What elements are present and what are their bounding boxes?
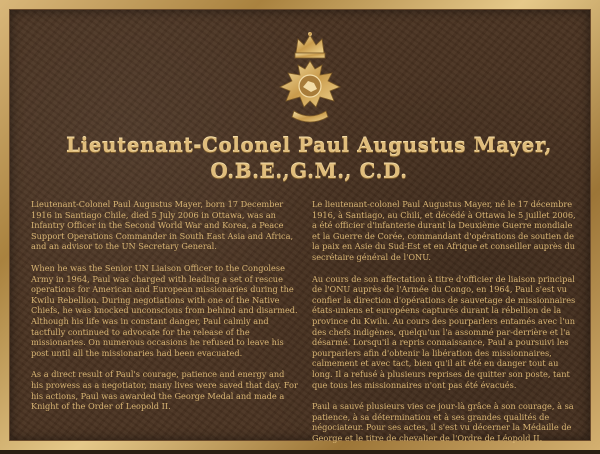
french-text-column bbox=[312, 199, 580, 454]
plaque-title-line1: Lieutenant-Colonel Paul Augustus Mayer, bbox=[66, 133, 552, 157]
english-paragraph-2: When he was the Senior UN Liaison Officer to the Congolese Army in 1964, Paul was charged with leading a set of rescue operations for American and European missionaries during the Kwilu Rebellion. During negotiations with one of the Native Chiefs, he was knocked unconscious from behind and disarmed. Although his life was in constant danger, Paul calmly and tactfully continued to advocate for the release of the missionaries. On numerous occasions he refused to leave his post until all the missionaries had been evacuated. bbox=[31, 262, 298, 358]
english-paragraph-3: As a direct result of Paul's courage, patience and energy and his prowess as a negotiator, many lives were saved that day. For his actions, Paul was awarded the George Medal and made a Knight of the Order of Leopold II. bbox=[31, 369, 298, 412]
canadian-forces-crest-icon bbox=[270, 31, 350, 127]
plaque-field bbox=[9, 9, 591, 441]
plaque-title-line2: O.B.E.,G.M., C.D. bbox=[210, 159, 408, 183]
english-paragraph-1: Lieutenant-Colonel Paul Augustus Mayer, born 17 December 1916 in Santiago Chile, died 5 July 2006 in Ottawa, was an Infantry Officer in the Second World War and Korea, a Peace Support Operations Commander in South East Asia and Africa, and an advisor to the UN Secretary General. bbox=[31, 199, 294, 252]
english-text-column bbox=[31, 199, 299, 423]
french-paragraph-1: Le lieutenant-colonel Paul Augustus Mayer, né le 17 décembre 1916, à Santiago, au Chili, et décédé à Ottawa le 5 juillet 2006, a été officier d'infanterie durant la Deuxième Guerre mondiale et la Guerre de Corée, commandant d'opérations de soutien de la paix en Asie du Sud-Est et en Afrique et conseiller auprès du secrétaire général de l'ONU. bbox=[312, 199, 576, 262]
french-paragraph-2: Au cours de son affectation à titre d'officier de liaison principal de l'ONU auprès de l'Armée du Congo, en 1964, Paul s'est vu confier la direction d'opérations de sauvetage de missionnaires états-uniens et européens capturés durant la rébellion de la province du Kwilu. Au cours des pourparlers entamés avec l'un des chefs indigènes, quelqu'un l'a assommé par-derrière et l'a désarmé. Lorsqu'il a repris connaissance, Paul a poursuivi les pourparlers afin d'obtenir la libération des missionnaires, calmement et avec tact, bien qu'il ait été en danger tout au long. Il a refusé à plusieurs reprises de quitter son poste, tant que tous les missionnaires n'ont pas été évacués. bbox=[312, 273, 576, 390]
french-paragraph-3: Paul a sauvé plusieurs vies ce jour-là grâce à son courage, à sa patience, à sa détermination et à ses grandes qualités de négociateur. Pour ses actes, il s'est vu décerner la Médaille de George et le titre de chevalier de l'Ordre de Léopold II. bbox=[312, 401, 574, 443]
